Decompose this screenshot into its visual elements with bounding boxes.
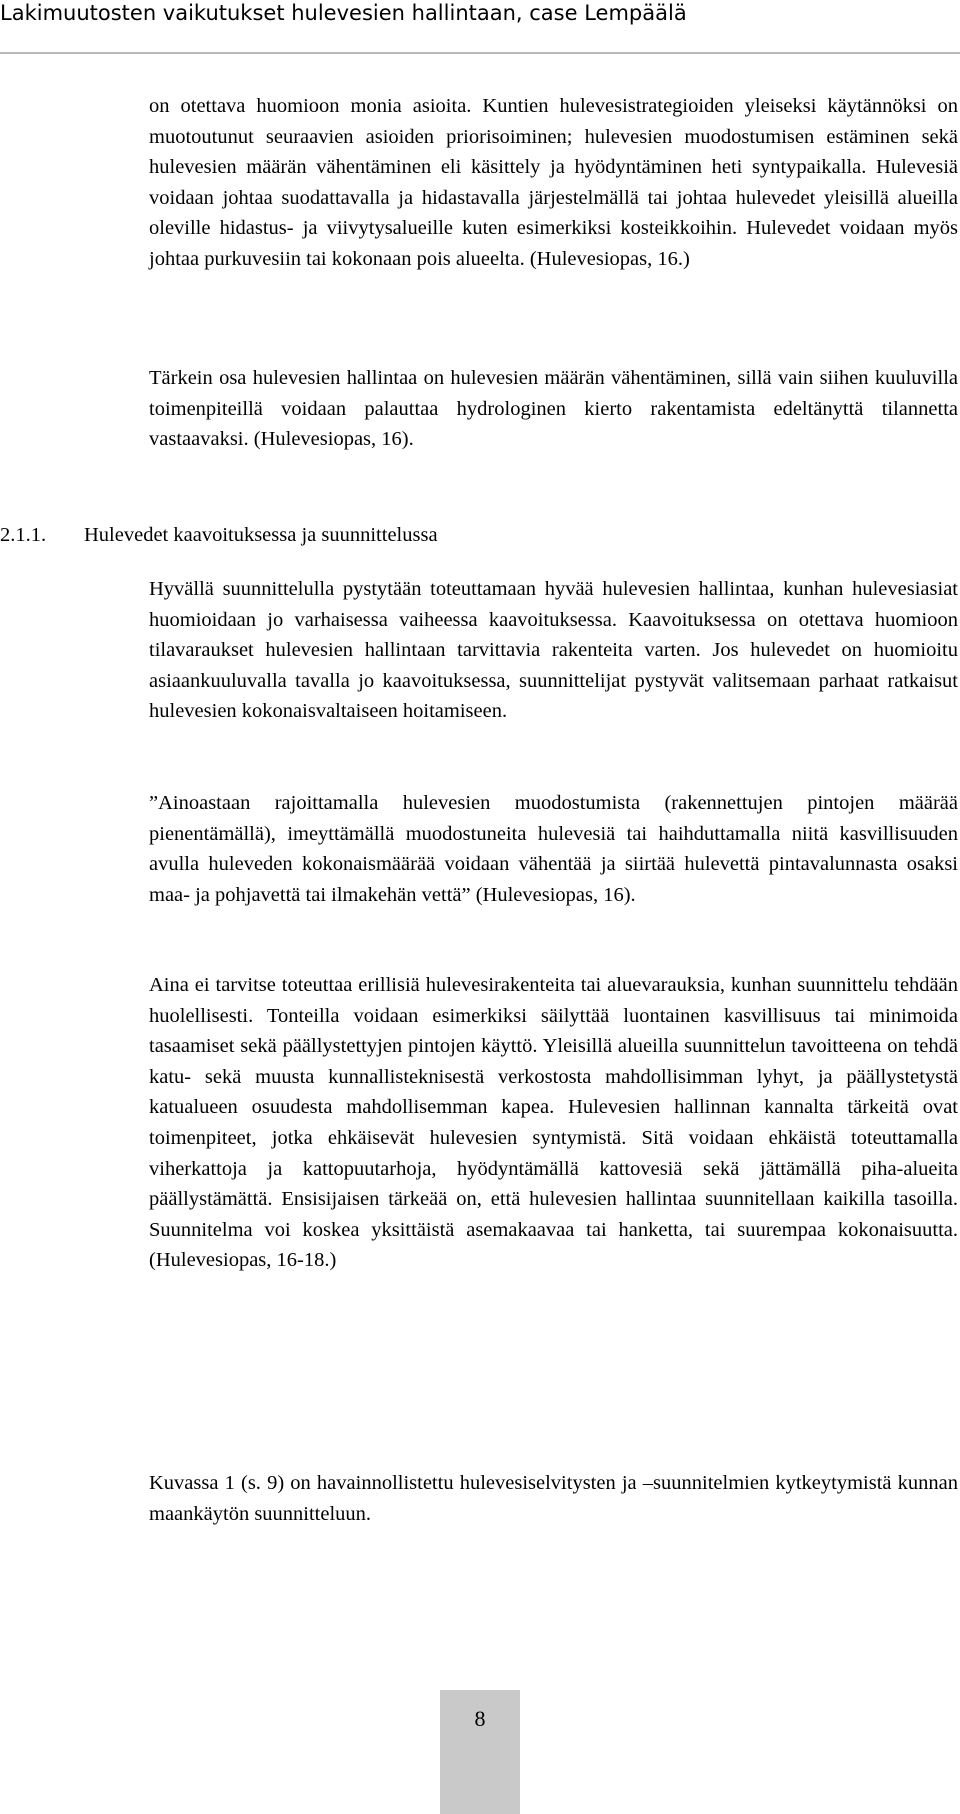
body-paragraph: Kuvassa 1 (s. 9) on havainnollistettu hulevesiselvitysten ja –suunnitelmien kytkeytymistä kunnan maankäytön suunnitteluun. [149, 1472, 958, 1525]
body-paragraph: on otettava huomioon monia asioita. Kuntien hulevesistrategioiden yleiseksi käytännöksi on muotoutunut seuraavien asioiden priorisoiminen; hulevesien muodostumisen estäminen sekä hulevesien määrän vähentäminen eli käsittely ja hyödyntäminen heti syntypaikalla. Hulevesiä voidaan johtaa suodattavalla ja hidastavalla järjestelmällä tai johtaa hulevedet yleisillä alueilla oleville hidastus- ja viivytysalueille kuten esimerkiksi kosteikkoihin. Hulevedet voidaan myös johtaa purkuvesiin tai kokonaan pois alueelta. (Hulevesiopas, 16.) [149, 95, 958, 270]
page-number-box [440, 1690, 520, 1814]
document-title: Lakimuutosten vaikutukset hulevesien hallintaan, case Lempäälä [0, 1, 687, 25]
section-heading [0, 520, 438, 550]
body-paragraph: Hyvällä suunnittelulla pystytään toteuttamaan hyvää hulevesien hallintaa, kunhan hulevesiasiat huomioidaan jo varhaisessa vaiheessa kaavoituksessa. Kaavoituksessa on otettava huomioon tilavaraukset hulevesien hallintaan tarvittavia rakenteita varten. Jos hulevedet on huomioitu asiaankuuluvalla tavalla jo kaavoituksessa, suunnittelijat pystyvät valitsemaan parhaat ratkaisut hulevesien kokonaisvaltaiseen hoitamiseen. [149, 578, 958, 723]
running-header [0, 0, 960, 54]
body-paragraph: Aina ei tarvitse toteuttaa erillisiä hulevesirakenteita tai aluevarauksia, kunhan suunnittelu tehdään huolellisesti. Tonteilla voidaan esimerkiksi säilyttää luontainen kasvillisuus tai minimoida tasaamiset sekä päällystettyjen pintojen käyttö. Yleisillä alueilla suunnittelun tavoitteena on tehdä katu- sekä muusta kunnallisteknisestä verkostosta mahdollisimman lyhyt, ja päällystetystä katualueen osuudesta mahdollisemman kapea. Hulevesien hallinnan kannalta tärkeitä ovat toimenpiteet, jotka ehkäisevät hulevesien syntymistä. Sitä voidaan ehkäistä toteuttamalla viherkattoja ja kattopuutarhoja, hyödyntämällä kattovesiä sekä jättämällä piha-alueita päällystämättä. Ensisijaisen tärkeää on, että hulevesien hallintaa suunnitellaan kaikilla tasoilla. Suunnitelma voi koskea yksittäistä asemakaavaa tai hanketta, tai suurempaa kokonaisuutta. (Hulevesiopas, 16-18.) [149, 974, 958, 1272]
page-number: 8 [474, 1706, 486, 1731]
body-paragraph: Tärkein osa hulevesien hallintaa on hulevesien määrän vähentäminen, sillä vain siihen kuuluvilla toimenpiteillä voidaan palauttaa hydrologinen kierto rakentamista edeltänyttä tilannetta vastaavaksi. (Hulevesiopas, 16). [149, 367, 958, 451]
section-number: 2.1.1. [0, 524, 47, 546]
quote-paragraph: ”Ainoastaan rajoittamalla hulevesien muodostumista (rakennettujen pintojen määrää pienentämällä), imeyttämällä muodostuneita hulevesiä tai haihduttamalla niitä kasvillisuuden avulla huleveden kokonaismäärää voidaan vähentää ja siirtää hulevettä pintavalunnasta osaksi maa- ja pohjavettä tai ilmakehän vettä” (Hulevesiopas, 16). [149, 792, 958, 906]
section-title: Hulevedet kaavoituksessa ja suunnittelussa [84, 524, 438, 546]
